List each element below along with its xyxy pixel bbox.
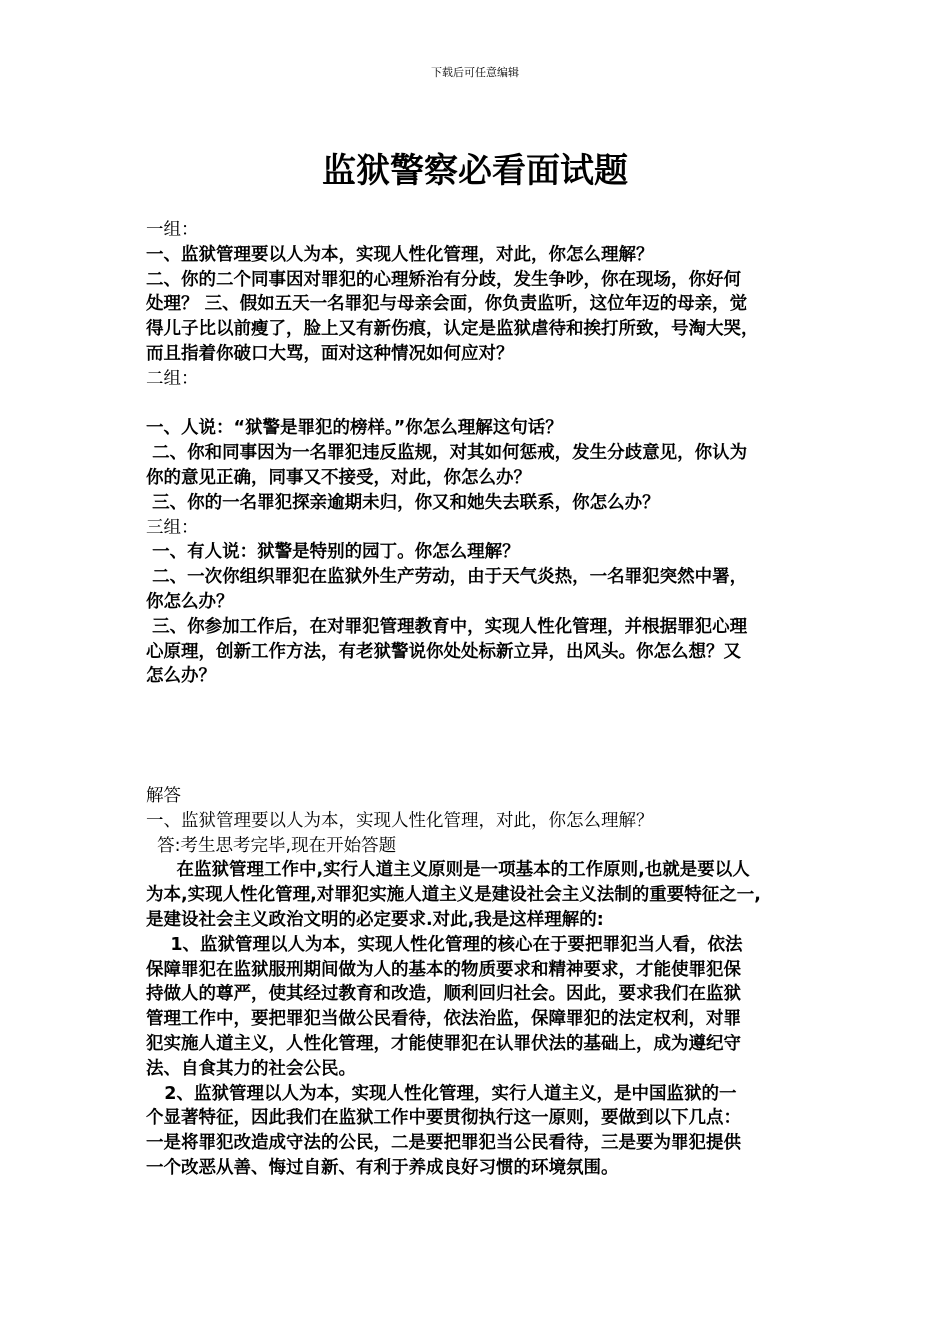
document-body [146, 218, 818, 1181]
group-label: 二组： [146, 368, 199, 389]
text-line: 一、人说：“狱警是罪犯的榜样。”你怎么理解这句话？ [146, 418, 563, 439]
text-line: 管理工作中，要把罪犯当做公民看待，依法治监，保障罪犯的法定权利，对罪 [146, 1009, 741, 1030]
page-title: 监狱警察必看面试题 [322, 151, 628, 191]
text-line: 二、一次你组织罪犯在监狱外生产劳动，由于天气炎热，一名罪犯突然中署， [146, 567, 748, 588]
text-line: 一是将罪犯改造成守法的公民，二是要把罪犯当公民看待，三是要为罪犯提供 [146, 1133, 741, 1154]
text-line: 一、有人说：狱警是特别的园丁。你怎么理解？ [146, 542, 520, 563]
text-line: 一个改恶从善、悔过自新、有利于养成良好习惯的环境氛围。 [146, 1157, 619, 1178]
text-line: 三、你参加工作后，在对罪犯管理教育中，实现人性化管理，并根据罪犯心理 [146, 616, 748, 637]
spacer [146, 392, 818, 417]
text-line: 2、监狱管理以人为本，实现人性化管理，实行人道主义，是中国监狱的一 [146, 1083, 737, 1104]
text-line: 1、监狱管理以人为本，实现人性化管理的核心在于要把罪犯当人看，依法 [146, 934, 743, 955]
text-line: 你的意见正确，同事又不接受，对此，你怎么办？ [146, 467, 531, 488]
text-line: 而且指着你破口大骂，面对这种情况如何应对？ [146, 343, 514, 364]
text-line: 在监狱管理工作中,实行人道主义原则是一项基本的工作原则,也就是要以人 [146, 860, 750, 881]
group-label: 一组： [146, 220, 199, 240]
spacer [146, 759, 818, 784]
text-line: 心原理，创新工作方法，有老狱警说你处处标新立异，出风头。你怎么想？又 [146, 641, 741, 662]
text-line: 一、监狱管理要以人为本，实现人性化管理，对此，你怎么理解？ [146, 244, 654, 265]
header-note: 下载后可任意编辑 [431, 66, 519, 79]
text-line: 法、自食其力的社会公民。 [146, 1058, 356, 1079]
text-line: 二、你和同事因为一名罪犯违反监规，对其如何惩戒，发生分歧意见，你认为 [146, 443, 748, 464]
answers-label: 解答 [146, 785, 181, 806]
text-line: 保障罪犯在监狱服刑期间做为人的基本的物质要求和精神要求，才能使罪犯保 [146, 959, 741, 980]
text-line: 个显著特征，因此我们在监狱工作中要贯彻执行这一原则，要做到以下几点： [146, 1108, 741, 1129]
text-line: 为本,实现人性化管理,对罪犯实施人道主义是建设社会主义法制的重要特征之一, [146, 885, 761, 906]
spacer [146, 689, 818, 759]
text-line: 是建设社会主义政治文明的必定要求.对此,我是这样理解的: [146, 909, 604, 930]
text-line: 犯实施人道主义，人性化管理，才能使罪犯在认罪伏法的基础上，成为遵纪守 [146, 1033, 741, 1054]
text-line: 怎么办？ [146, 666, 216, 687]
answer-intro: 答:考生思考完毕,现在开始答题 [146, 835, 397, 856]
answer-question: 一、监狱管理要以人为本，实现人性化管理，对此，你怎么理解？ [146, 810, 654, 831]
text-line: 持做人的尊严，使其经过教育和改造，顺利回归社会。因此，要求我们在监狱 [146, 984, 741, 1005]
text-line: 你怎么办？ [146, 591, 234, 612]
text-line: 处理？ 三、假如五天一名罪犯与母亲会面，你负责监听，这位年迈的母亲，觉 [146, 294, 748, 315]
group-label: 三组： [146, 517, 199, 538]
text-line: 得儿子比以前瘦了，脸上又有新伤痕，认定是监狱虐待和挨打所致，号淘大哭， [146, 319, 759, 340]
text-line: 三、你的一名罪犯探亲逾期未归，你又和她失去联系，你怎么办？ [146, 492, 660, 513]
text-line: 二、你的二个同事因对罪犯的心理矫治有分歧，发生争吵，你在现场，你好何 [146, 269, 741, 290]
